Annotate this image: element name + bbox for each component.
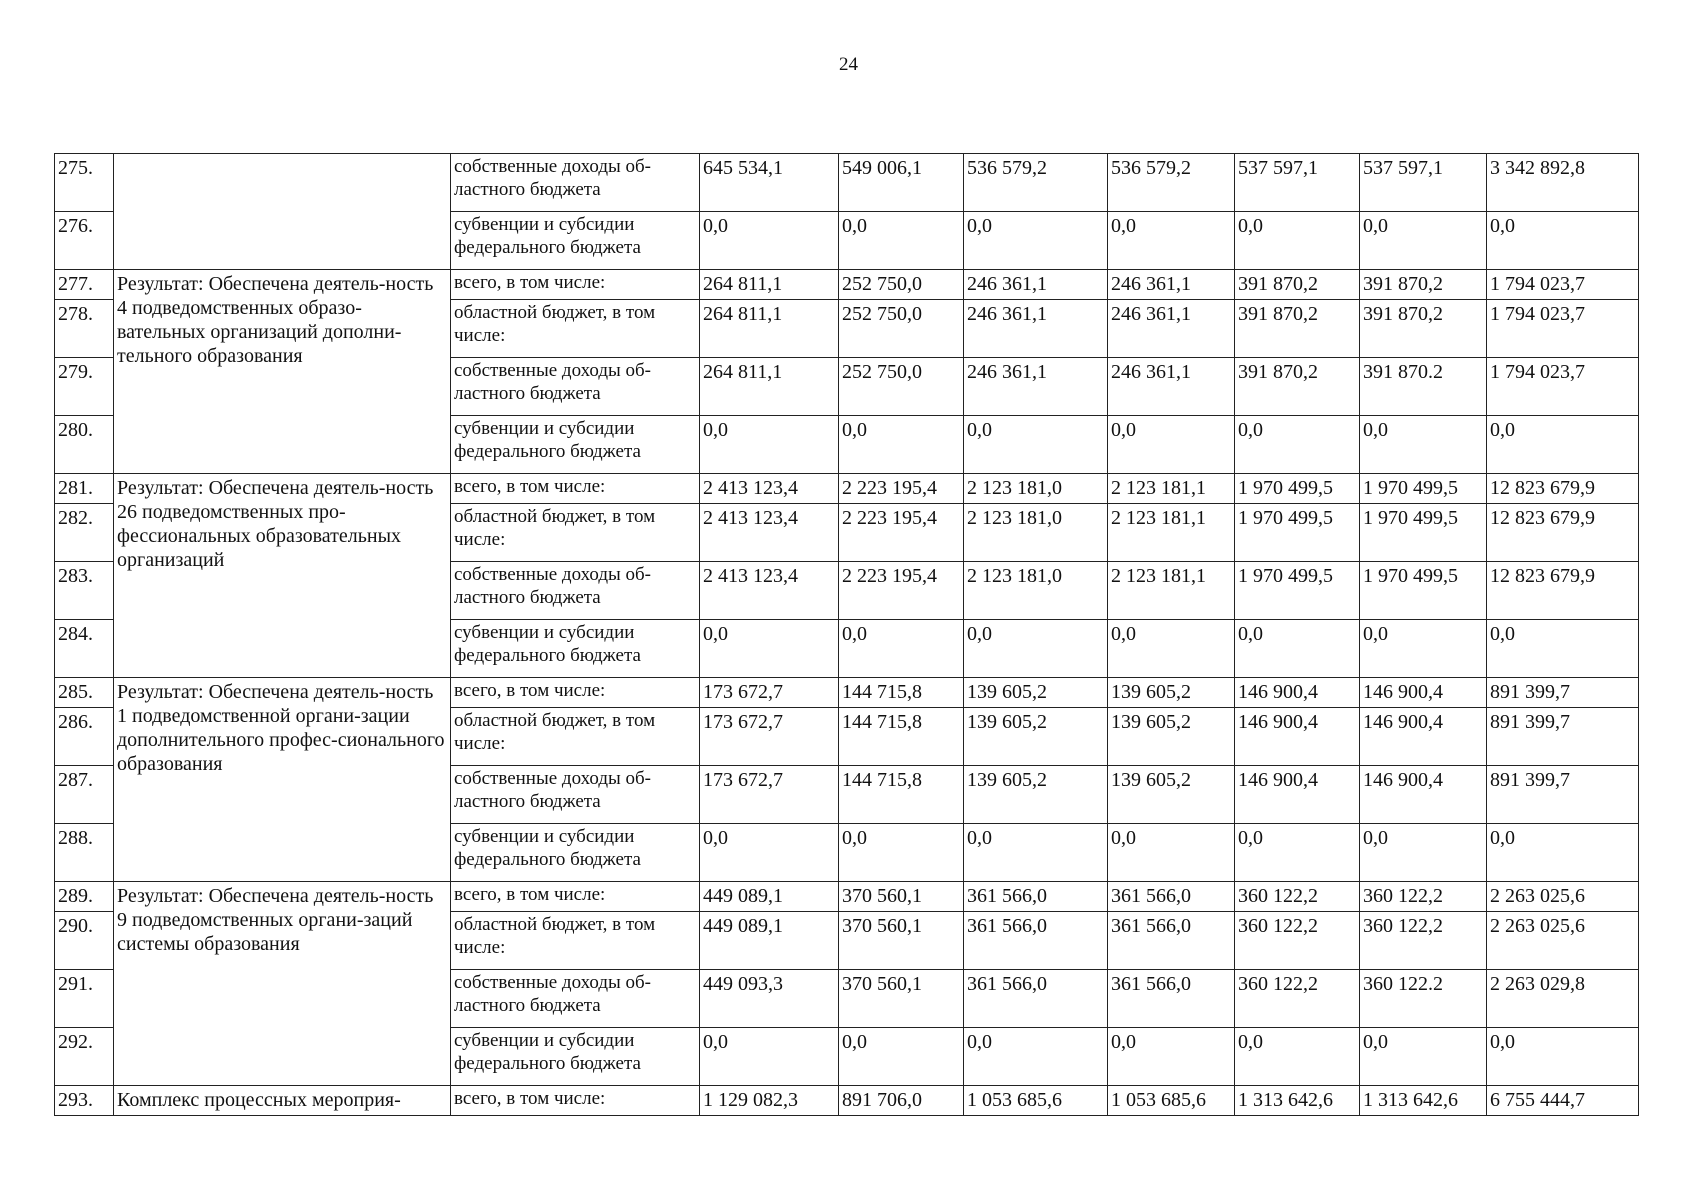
total-value-cell: 1 794 023,7	[1487, 270, 1639, 300]
year-value-cell: 0,0	[700, 1028, 839, 1086]
budget-table	[54, 153, 1639, 1116]
year-value-cell: 360 122,2	[1235, 882, 1360, 912]
funding-source: субвенции и субсидии федерального бюджета	[451, 824, 700, 882]
year-value-cell: 1 313 642,6	[1235, 1086, 1360, 1116]
year-value-cell: 361 566,0	[964, 882, 1108, 912]
year-value-cell: 645 534,1	[700, 154, 839, 212]
year-value-cell: 0,0	[1360, 416, 1487, 474]
year-value-cell: 2 123 181,1	[1108, 504, 1235, 562]
year-value-cell: 146 900,4	[1360, 766, 1487, 824]
year-value-cell: 264 811,1	[700, 358, 839, 416]
year-value-cell: 144 715,8	[839, 766, 964, 824]
year-value-cell: 1 970 499,5	[1235, 474, 1360, 504]
funding-source: собственные доходы об-ластного бюджета	[451, 562, 700, 620]
year-value-cell: 146 900,4	[1235, 678, 1360, 708]
funding-source: областной бюджет, в том числе:	[451, 504, 700, 562]
total-value-cell: 2 263 025,6	[1487, 912, 1639, 970]
year-value-cell: 361 566,0	[1108, 970, 1235, 1028]
year-value-cell: 0,0	[964, 1028, 1108, 1086]
year-value-cell: 0,0	[1108, 416, 1235, 474]
year-value-cell: 391 870,2	[1235, 270, 1360, 300]
year-value-cell: 246 361,1	[1108, 358, 1235, 416]
year-value-cell: 391 870,2	[1235, 358, 1360, 416]
result-description: Результат: Обеспечена деятель-ность 9 подведомственных органи-заций системы образования	[114, 882, 451, 1086]
year-value-cell: 252 750,0	[839, 300, 964, 358]
total-value-cell: 0,0	[1487, 620, 1639, 678]
year-value-cell: 139 605,2	[1108, 766, 1235, 824]
funding-source: субвенции и субсидии федерального бюджета	[451, 620, 700, 678]
year-value-cell: 0,0	[1235, 212, 1360, 270]
year-value-cell: 0,0	[839, 416, 964, 474]
total-value-cell: 2 263 025,6	[1487, 882, 1639, 912]
year-value-cell: 0,0	[839, 212, 964, 270]
year-value-cell: 252 750,0	[839, 270, 964, 300]
row-number: 277.	[55, 270, 114, 300]
row-number: 293.	[55, 1086, 114, 1116]
row-number: 275.	[55, 154, 114, 212]
year-value-cell: 0,0	[1108, 1028, 1235, 1086]
total-value-cell: 2 263 029,8	[1487, 970, 1639, 1028]
page-number: 24	[839, 54, 858, 75]
year-value-cell: 0,0	[1235, 1028, 1360, 1086]
year-value-cell: 0,0	[964, 416, 1108, 474]
row-number: 284.	[55, 620, 114, 678]
funding-source: всего, в том числе:	[451, 270, 700, 300]
year-value-cell: 0,0	[1235, 824, 1360, 882]
funding-source: собственные доходы об-ластного бюджета	[451, 154, 700, 212]
total-value-cell: 891 399,7	[1487, 678, 1639, 708]
funding-source: всего, в том числе:	[451, 1086, 700, 1116]
year-value-cell: 0,0	[1235, 620, 1360, 678]
year-value-cell: 173 672,7	[700, 678, 839, 708]
year-value-cell: 2 223 195,4	[839, 562, 964, 620]
year-value-cell: 361 566,0	[1108, 882, 1235, 912]
year-value-cell: 0,0	[1360, 824, 1487, 882]
year-value-cell: 891 706,0	[839, 1086, 964, 1116]
year-value-cell: 264 811,1	[700, 270, 839, 300]
year-value-cell: 0,0	[1108, 620, 1235, 678]
table-row	[55, 1086, 1639, 1116]
year-value-cell: 146 900,4	[1235, 766, 1360, 824]
funding-source: субвенции и субсидии федерального бюджета	[451, 416, 700, 474]
row-number: 292.	[55, 1028, 114, 1086]
year-value-cell: 449 093,3	[700, 970, 839, 1028]
year-value-cell: 246 361,1	[1108, 270, 1235, 300]
year-value-cell: 361 566,0	[1108, 912, 1235, 970]
total-value-cell: 891 399,7	[1487, 708, 1639, 766]
year-value-cell: 246 361,1	[964, 300, 1108, 358]
year-value-cell: 0,0	[1360, 620, 1487, 678]
year-value-cell: 0,0	[839, 1028, 964, 1086]
row-number: 286.	[55, 708, 114, 766]
result-description: Результат: Обеспечена деятель-ность 26 подведомственных про-фессиональных образовательных организаций	[114, 474, 451, 678]
table-row	[55, 474, 1639, 504]
funding-source: всего, в том числе:	[451, 474, 700, 504]
funding-source: всего, в том числе:	[451, 678, 700, 708]
result-description: Комплекс процессных мероприя-	[114, 1086, 451, 1116]
year-value-cell: 0,0	[700, 416, 839, 474]
year-value-cell: 391 870,2	[1360, 300, 1487, 358]
year-value-cell: 246 361,1	[964, 270, 1108, 300]
year-value-cell: 173 672,7	[700, 766, 839, 824]
result-description	[114, 154, 451, 270]
funding-source: собственные доходы об-ластного бюджета	[451, 970, 700, 1028]
year-value-cell: 0,0	[1360, 212, 1487, 270]
total-value-cell: 0,0	[1487, 824, 1639, 882]
total-value-cell: 6 755 444,7	[1487, 1086, 1639, 1116]
year-value-cell: 360 122,2	[1360, 912, 1487, 970]
year-value-cell: 2 413 123,4	[700, 474, 839, 504]
year-value-cell: 139 605,2	[964, 766, 1108, 824]
funding-source: областной бюджет, в том числе:	[451, 912, 700, 970]
year-value-cell: 370 560,1	[839, 970, 964, 1028]
row-number: 288.	[55, 824, 114, 882]
year-value-cell: 536 579,2	[964, 154, 1108, 212]
row-number: 287.	[55, 766, 114, 824]
year-value-cell: 370 560,1	[839, 912, 964, 970]
year-value-cell: 2 123 181,0	[964, 504, 1108, 562]
year-value-cell: 2 123 181,1	[1108, 474, 1235, 504]
year-value-cell: 1 053 685,6	[964, 1086, 1108, 1116]
year-value-cell: 252 750,0	[839, 358, 964, 416]
year-value-cell: 0,0	[964, 620, 1108, 678]
year-value-cell: 139 605,2	[1108, 708, 1235, 766]
year-value-cell: 449 089,1	[700, 912, 839, 970]
year-value-cell: 146 900,4	[1235, 708, 1360, 766]
table-row	[55, 882, 1639, 912]
year-value-cell: 146 900,4	[1360, 678, 1487, 708]
total-value-cell: 1 794 023,7	[1487, 300, 1639, 358]
year-value-cell: 173 672,7	[700, 708, 839, 766]
year-value-cell: 0,0	[1235, 416, 1360, 474]
year-value-cell: 0,0	[700, 824, 839, 882]
year-value-cell: 537 597,1	[1235, 154, 1360, 212]
year-value-cell: 139 605,2	[964, 708, 1108, 766]
year-value-cell: 2 123 181,0	[964, 562, 1108, 620]
year-value-cell: 391 870,2	[1235, 300, 1360, 358]
total-value-cell: 891 399,7	[1487, 766, 1639, 824]
year-value-cell: 0,0	[839, 620, 964, 678]
year-value-cell: 537 597,1	[1360, 154, 1487, 212]
year-value-cell: 0,0	[839, 824, 964, 882]
year-value-cell: 536 579,2	[1108, 154, 1235, 212]
year-value-cell: 361 566,0	[964, 970, 1108, 1028]
total-value-cell: 12 823 679,9	[1487, 562, 1639, 620]
year-value-cell: 361 566,0	[964, 912, 1108, 970]
year-value-cell: 1 053 685,6	[1108, 1086, 1235, 1116]
funding-source: областной бюджет, в том числе:	[451, 300, 700, 358]
year-value-cell: 0,0	[964, 824, 1108, 882]
year-value-cell: 360 122,2	[1235, 912, 1360, 970]
total-value-cell: 0,0	[1487, 416, 1639, 474]
year-value-cell: 391 870,2	[1360, 270, 1487, 300]
funding-source: собственные доходы об-ластного бюджета	[451, 766, 700, 824]
year-value-cell: 0,0	[1108, 824, 1235, 882]
funding-source: субвенции и субсидии федерального бюджета	[451, 1028, 700, 1086]
year-value-cell: 139 605,2	[964, 678, 1108, 708]
year-value-cell: 1 970 499,5	[1360, 504, 1487, 562]
year-value-cell: 0,0	[1360, 1028, 1487, 1086]
year-value-cell: 1 129 082,3	[700, 1086, 839, 1116]
year-value-cell: 0,0	[964, 212, 1108, 270]
year-value-cell: 360 122,2	[1360, 882, 1487, 912]
year-value-cell: 0,0	[700, 212, 839, 270]
year-value-cell: 0,0	[1108, 212, 1235, 270]
funding-source: всего, в том числе:	[451, 882, 700, 912]
year-value-cell: 1 313 642,6	[1360, 1086, 1487, 1116]
year-value-cell: 1 970 499,5	[1360, 562, 1487, 620]
total-value-cell: 0,0	[1487, 212, 1639, 270]
year-value-cell: 144 715,8	[839, 708, 964, 766]
row-number: 279.	[55, 358, 114, 416]
year-value-cell: 549 006,1	[839, 154, 964, 212]
total-value-cell: 12 823 679,9	[1487, 504, 1639, 562]
year-value-cell: 2 413 123,4	[700, 562, 839, 620]
funding-source: собственные доходы об-ластного бюджета	[451, 358, 700, 416]
funding-source: областной бюджет, в том числе:	[451, 708, 700, 766]
year-value-cell: 1 970 499,5	[1235, 504, 1360, 562]
table-row	[55, 154, 1639, 212]
total-value-cell: 1 794 023,7	[1487, 358, 1639, 416]
funding-source: субвенции и субсидии федерального бюджета	[451, 212, 700, 270]
year-value-cell: 360 122.2	[1360, 970, 1487, 1028]
row-number: 280.	[55, 416, 114, 474]
year-value-cell: 391 870.2	[1360, 358, 1487, 416]
year-value-cell: 264 811,1	[700, 300, 839, 358]
year-value-cell: 2 123 181,0	[964, 474, 1108, 504]
year-value-cell: 0,0	[700, 620, 839, 678]
year-value-cell: 139 605,2	[1108, 678, 1235, 708]
row-number: 282.	[55, 504, 114, 562]
year-value-cell: 360 122,2	[1235, 970, 1360, 1028]
year-value-cell: 246 361,1	[1108, 300, 1235, 358]
row-number: 290.	[55, 912, 114, 970]
result-description: Результат: Обеспечена деятель-ность 1 подведомственной органи-зации дополнительного профес-сионального образования	[114, 678, 451, 882]
total-value-cell: 3 342 892,8	[1487, 154, 1639, 212]
row-number: 278.	[55, 300, 114, 358]
row-number: 276.	[55, 212, 114, 270]
row-number: 281.	[55, 474, 114, 504]
year-value-cell: 144 715,8	[839, 678, 964, 708]
row-number: 291.	[55, 970, 114, 1028]
total-value-cell: 12 823 679,9	[1487, 474, 1639, 504]
row-number: 289.	[55, 882, 114, 912]
year-value-cell: 449 089,1	[700, 882, 839, 912]
total-value-cell: 0,0	[1487, 1028, 1639, 1086]
year-value-cell: 1 970 499,5	[1235, 562, 1360, 620]
year-value-cell: 2 223 195,4	[839, 474, 964, 504]
table-row	[55, 270, 1639, 300]
year-value-cell: 1 970 499,5	[1360, 474, 1487, 504]
year-value-cell: 2 123 181,1	[1108, 562, 1235, 620]
row-number: 285.	[55, 678, 114, 708]
year-value-cell: 370 560,1	[839, 882, 964, 912]
table-row	[55, 678, 1639, 708]
year-value-cell: 246 361,1	[964, 358, 1108, 416]
year-value-cell: 146 900,4	[1360, 708, 1487, 766]
year-value-cell: 2 413 123,4	[700, 504, 839, 562]
result-description: Результат: Обеспечена деятель-ность 4 подведомственных образо-вательных организаций дополни-тельного образования	[114, 270, 451, 474]
year-value-cell: 2 223 195,4	[839, 504, 964, 562]
row-number: 283.	[55, 562, 114, 620]
